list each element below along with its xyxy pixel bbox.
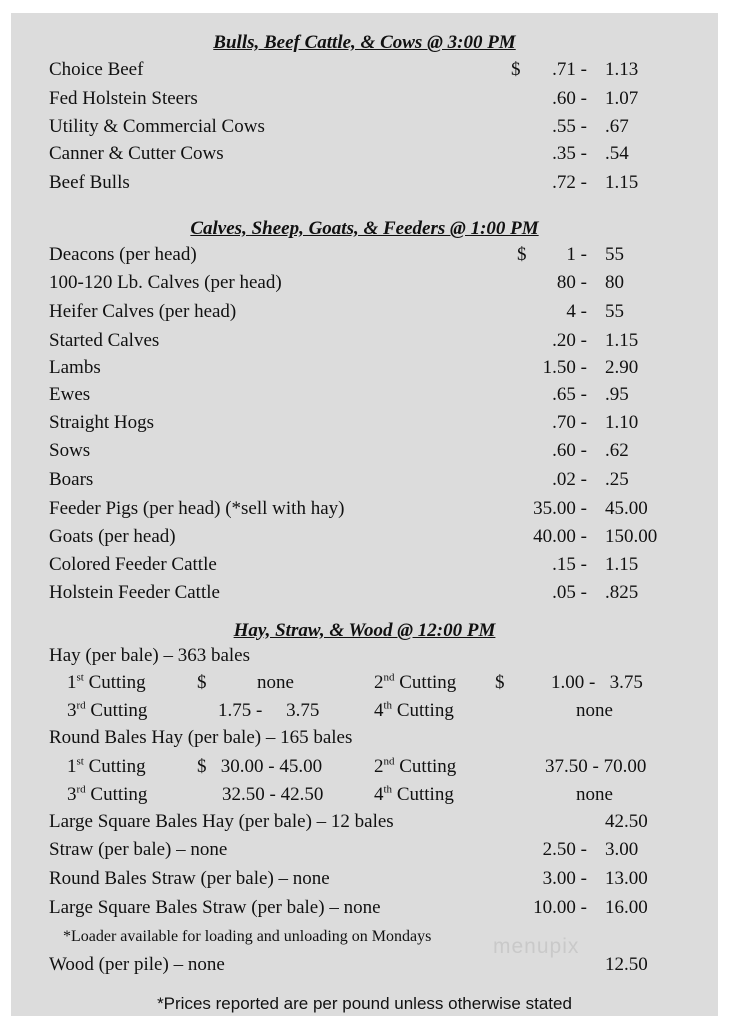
price-row-name: Ewes xyxy=(49,384,91,405)
price-row-name: Boars xyxy=(49,469,94,490)
price-row-name: Utility & Commercial Cows xyxy=(49,116,265,137)
price-row-name: Deacons (per head) xyxy=(49,244,197,265)
price-low: 10.00 - xyxy=(533,897,587,918)
price-high: 1.15 xyxy=(605,554,639,575)
cutting-label: 2nd Cutting xyxy=(374,671,457,693)
cutting-value: none xyxy=(576,784,613,805)
price-row-name: Feeder Pigs (per head) (*sell with hay) xyxy=(49,498,345,519)
price-row-name: Goats (per head) xyxy=(49,526,176,547)
price-row-name: Lambs xyxy=(49,357,101,378)
price-low: 2.50 - xyxy=(542,839,587,860)
cutting-label: 4th Cutting xyxy=(374,699,454,721)
price-high: 55 xyxy=(605,244,624,265)
price-low: .60 - xyxy=(552,88,587,109)
price-low: 3.00 - xyxy=(542,868,587,889)
price-row-name: Straw (per bale) – none xyxy=(49,839,228,860)
currency-symbol: $ xyxy=(197,672,207,693)
hay-per-bale-label: Hay (per bale) – 363 bales xyxy=(49,645,251,666)
price-high: 42.50 xyxy=(605,811,648,832)
price-high: 1.15 xyxy=(605,172,639,193)
price-low: 40.00 - xyxy=(533,526,587,547)
price-row-name: Wood (per pile) – none xyxy=(49,954,225,975)
price-high: .25 xyxy=(605,469,629,490)
cutting-value: 1.75 - 3.75 xyxy=(218,700,320,721)
watermark: menupix xyxy=(493,935,580,958)
price-row-name: Heifer Calves (per head) xyxy=(49,301,237,322)
loader-note: *Loader available for loading and unloading on Mondays xyxy=(63,928,432,945)
price-high: 13.00 xyxy=(605,868,648,889)
cutting-value: $ 30.00 - 45.00 xyxy=(197,756,323,777)
currency-symbol: $ xyxy=(511,59,521,80)
price-low: .15 - xyxy=(552,554,587,575)
price-low: .60 - xyxy=(552,440,587,461)
price-low: .65 - xyxy=(552,384,587,405)
round-bales-label: Round Bales Hay (per bale) – 165 bales xyxy=(49,727,353,748)
price-row-name: Straight Hogs xyxy=(49,412,155,433)
price-high: 1.07 xyxy=(605,88,639,109)
cutting-label: 4th Cutting xyxy=(374,783,454,805)
price-high: 1.13 xyxy=(605,59,639,80)
cutting-label: 3rd Cutting xyxy=(67,699,148,721)
currency-symbol: $ xyxy=(517,244,527,265)
price-high: .95 xyxy=(605,384,629,405)
price-high: .62 xyxy=(605,440,629,461)
price-row-name: Started Calves xyxy=(49,330,160,351)
price-high: 1.10 xyxy=(605,412,639,433)
price-row-name: Sows xyxy=(49,440,91,461)
cutting-value: 1.00 - 3.75 xyxy=(551,672,643,693)
price-row-name: Canner & Cutter Cows xyxy=(49,143,224,164)
price-high: 55 xyxy=(605,301,624,322)
section-header-hay: Hay, Straw, & Wood @ 12:00 PM xyxy=(233,620,496,641)
price-low: 1.50 - xyxy=(542,357,587,378)
price-high: .54 xyxy=(605,143,629,164)
cutting-value: 32.50 - 42.50 xyxy=(222,784,324,805)
cutting-value: 37.50 - 70.00 xyxy=(545,756,647,777)
price-high: 16.00 xyxy=(605,897,648,918)
price-high: 45.00 xyxy=(605,498,648,519)
price-low: 4 - xyxy=(566,301,587,322)
price-row-name: Choice Beef xyxy=(49,59,144,80)
cutting-label: 2nd Cutting xyxy=(374,755,457,777)
price-low: .55 - xyxy=(552,116,587,137)
cutting-value: none xyxy=(576,700,613,721)
price-high: 80 xyxy=(605,272,624,293)
price-low: .71 - xyxy=(552,59,587,80)
price-low: 1 - xyxy=(566,244,587,265)
price-row-name: Fed Holstein Steers xyxy=(49,88,198,109)
cutting-label: 3rd Cutting xyxy=(67,783,148,805)
price-row-name: Round Bales Straw (per bale) – none xyxy=(49,868,330,889)
price-low: .05 - xyxy=(552,582,587,603)
price-high: 12.50 xyxy=(605,954,648,975)
price-low: .20 - xyxy=(552,330,587,351)
price-high: .67 xyxy=(605,116,629,137)
section-header-bulls: Bulls, Beef Cattle, & Cows @ 3:00 PM xyxy=(213,32,516,53)
cutting-label: 1st Cutting xyxy=(67,755,146,777)
price-row-name: Holstein Feeder Cattle xyxy=(49,582,220,603)
price-row-name: Colored Feeder Cattle xyxy=(49,554,217,575)
cutting-value: none xyxy=(257,672,294,693)
currency-symbol: $ xyxy=(495,672,505,693)
price-low: 80 - xyxy=(556,272,587,293)
price-low: .70 - xyxy=(552,412,587,433)
price-low: .72 - xyxy=(552,172,587,193)
price-sheet xyxy=(11,13,718,1016)
price-low: 35.00 - xyxy=(533,498,587,519)
price-high: .825 xyxy=(605,582,639,603)
price-low: .02 - xyxy=(552,469,587,490)
footer-note: *Prices reported are per pound unless otherwise stated xyxy=(157,994,572,1013)
price-row-name: Beef Bulls xyxy=(49,172,130,193)
cutting-label: 1st Cutting xyxy=(67,671,146,693)
price-high: 1.15 xyxy=(605,330,639,351)
price-high: 3.00 xyxy=(605,839,639,860)
price-high: 150.00 xyxy=(605,526,658,547)
section-header-calves: Calves, Sheep, Goats, & Feeders @ 1:00 PM xyxy=(190,218,539,239)
price-row-name: Large Square Bales Hay (per bale) – 12 bales xyxy=(49,811,394,832)
price-row-name: 100-120 Lb. Calves (per head) xyxy=(49,272,282,293)
price-high: 2.90 xyxy=(605,357,639,378)
price-row-name: Large Square Bales Straw (per bale) – none xyxy=(49,897,381,918)
price-low: .35 - xyxy=(552,143,587,164)
